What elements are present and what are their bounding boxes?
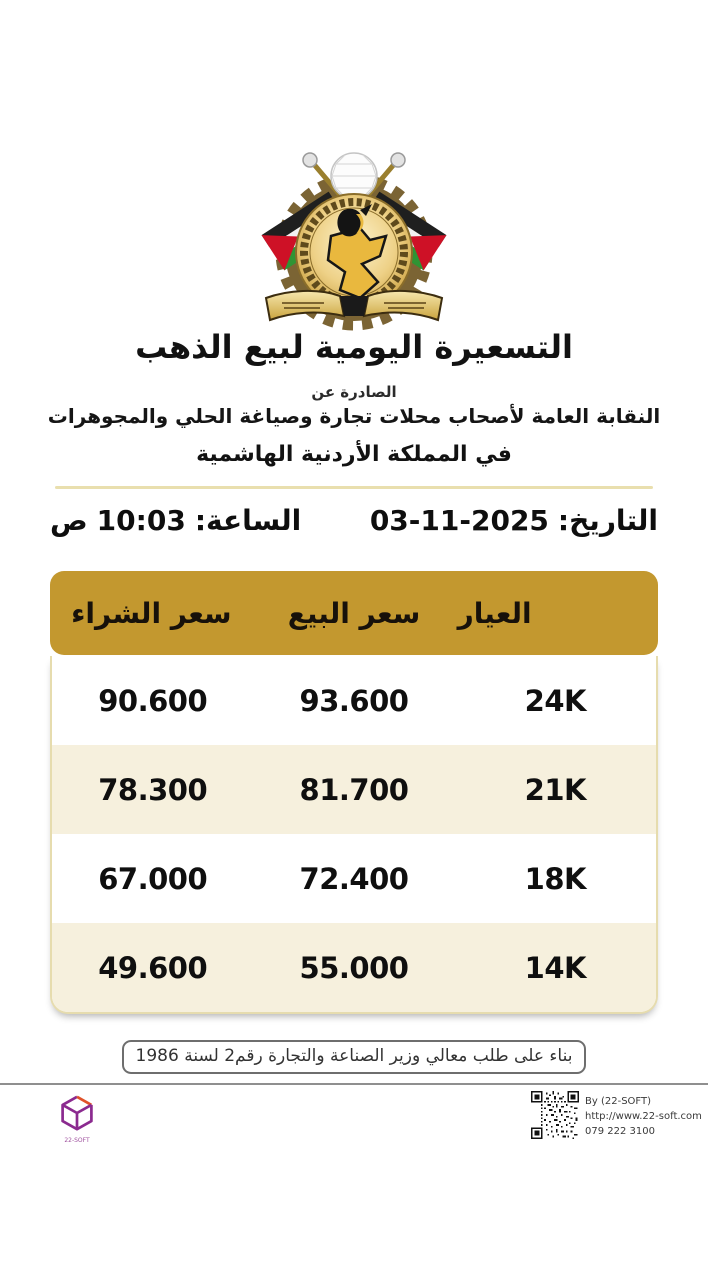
date-group: [370, 504, 658, 537]
syndicate-emblem-icon: [248, 140, 460, 332]
vendor-block: [531, 1091, 702, 1139]
buy-cell: 67.000: [98, 861, 208, 896]
karat-cell: 24K: [524, 683, 586, 718]
karat-cell: 21K: [524, 772, 586, 807]
date-label: التاريخ:: [557, 504, 658, 537]
time-value: 10:03: [96, 504, 186, 537]
price-table: [50, 571, 658, 1014]
buy-cell: 78.300: [98, 772, 208, 807]
date-value: 03-11-2025: [369, 504, 549, 537]
cube-logo-icon: [59, 1094, 95, 1132]
vendor-info: [585, 1091, 702, 1139]
header-sell: سعر البيع: [287, 596, 421, 630]
sell-cell: 81.700: [299, 772, 409, 807]
gem-icon: [331, 153, 377, 199]
syndicate-name: النقابة العامة لأصحاب محلات تجارة وصياغة الحلي والمجوهرات: [47, 404, 661, 428]
sell-cell: 72.400: [299, 861, 409, 896]
note-row: [0, 1040, 708, 1074]
vendor-logo-block: [54, 1094, 100, 1144]
buy-cell: 90.600: [98, 683, 208, 718]
sell-cell: 93.600: [299, 683, 409, 718]
ministerial-note: بناء على طلب معالي وزير الصناعة والتجارة رقم2 لسنة 1986: [122, 1040, 587, 1074]
time-label: الساعة:: [194, 504, 302, 537]
table-row: [52, 656, 656, 745]
karat-cell: 14K: [524, 950, 586, 985]
table-row: [52, 923, 656, 1012]
issued-by-label: الصادرة عن: [311, 383, 397, 401]
vendor-by-line: By (22-SOFT): [585, 1096, 651, 1107]
footer-divider: [0, 1083, 708, 1085]
meridiem-label: ص: [50, 504, 88, 537]
page-title: التسعيرة اليومية لبيع الذهب: [135, 328, 573, 366]
gold-divider: [55, 486, 653, 489]
datetime-row: [50, 504, 658, 537]
vendor-website: http://www.22-soft.com: [585, 1111, 702, 1122]
header-buy: سعر الشراء: [71, 596, 232, 630]
vendor-phone: 079 222 3100: [585, 1126, 655, 1137]
table-row: [52, 834, 656, 923]
buy-cell: 49.600: [98, 950, 208, 985]
table-header-row: [50, 571, 658, 655]
time-group: [50, 504, 301, 537]
table-body: [50, 656, 658, 1014]
table-row: [52, 745, 656, 834]
vendor-logo-caption: 22-SOFT: [64, 1137, 90, 1144]
sell-cell: 55.000: [299, 950, 409, 985]
country-line: في المملكة الأردنية الهاشمية: [196, 442, 512, 467]
karat-cell: 18K: [524, 861, 586, 896]
header-karat: العيار: [457, 596, 532, 630]
qr-code-icon: [531, 1091, 579, 1139]
